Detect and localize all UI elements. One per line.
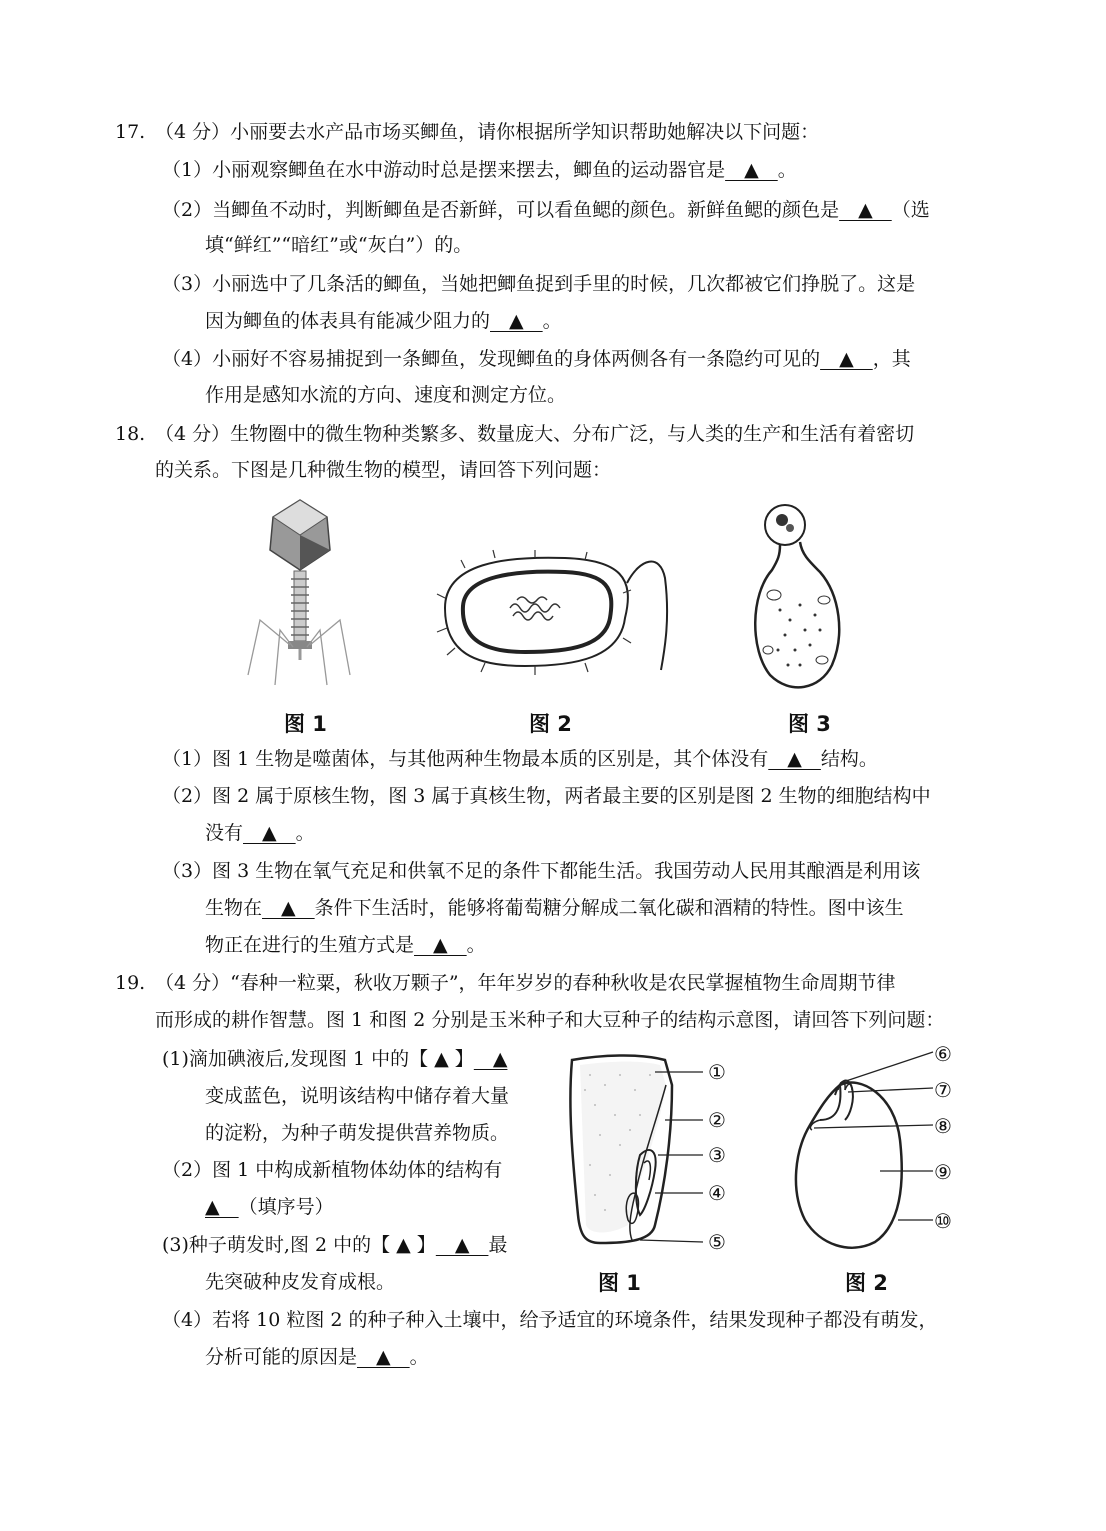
sub-question: （3）图 3 生物在氧气充足和供氧不足的条件下都能生活。我国劳动人民用其酿酒是利用该: [162, 860, 921, 882]
sub-question: （4）若将 10 粒图 2 的种子种入土壤中，给予适宜的环境条件，结果发现种子都没有萌发，: [162, 1309, 938, 1331]
answer-blank[interactable]: ▲: [205, 1196, 239, 1218]
part-label: ②: [708, 1108, 726, 1132]
question-stem: （4 分）“春种一粒粟，秋收万颗子”，年年岁岁的春种秋收是农民掌握植物生命周期节律: [155, 972, 896, 994]
sub-question-cont: ▲ （填序号）: [205, 1193, 334, 1221]
answer-blank[interactable]: ▲: [768, 748, 821, 770]
answer-blank[interactable]: ▲: [262, 897, 315, 919]
corn-seed-diagram: [560, 1045, 760, 1260]
sub-question-cont: 没有 ▲ 。: [205, 819, 315, 847]
answer-blank[interactable]: ▲: [820, 348, 873, 370]
answer-blank[interactable]: ▲: [243, 822, 296, 844]
sub-question-cont: 变成蓝色，说明该结构中储存着大量: [205, 1085, 510, 1107]
yeast-cell-illustration: [740, 500, 850, 695]
sub-question: (3)种子萌发时,图 2 中的【 ▲ 】 ▲ 最: [162, 1231, 507, 1259]
sub-question: （4）小丽好不容易捕捉到一条鲫鱼，发现鲫鱼的身体两侧各有一条隐约可见的 ▲ ，其: [162, 345, 911, 373]
sub-question: （1）图 1 生物是噬菌体，与其他两种生物最本质的区别是，其个体没有 ▲ 结构。: [162, 745, 878, 773]
figure-caption: 图 2: [845, 1271, 888, 1295]
part-label: ⑨: [934, 1160, 952, 1184]
sub-question-cont: 先突破种皮发育成根。: [205, 1271, 396, 1293]
question-number: 17.: [115, 121, 146, 143]
answer-blank[interactable]: ▲: [725, 159, 778, 181]
sub-question-cont: 作用是感知水流的方向、速度和测定方位。: [205, 384, 567, 406]
answer-blank[interactable]: ▲: [839, 199, 892, 221]
sub-question-cont: 的淀粉，为种子萌发提供营养物质。: [205, 1122, 510, 1144]
bacterium-illustration: [425, 548, 685, 678]
answer-blank[interactable]: ▲: [473, 1048, 508, 1070]
part-label: ⑤: [708, 1230, 726, 1254]
bacteriophage-illustration: [245, 495, 355, 695]
question-number: 19.: [115, 972, 146, 994]
part-label: ⑦: [934, 1078, 952, 1102]
bean-seed-diagram: [790, 1050, 940, 1255]
sub-question: （2）图 1 中构成新植物体幼体的结构有: [162, 1159, 503, 1181]
question-number: 18.: [115, 423, 146, 445]
question-stem-cont: 的关系。下图是几种微生物的模型，请回答下列问题：: [155, 459, 612, 481]
answer-blank[interactable]: ▲: [357, 1346, 410, 1368]
question-stem: （4 分）小丽要去水产品市场买鲫鱼，请你根据所学知识帮助她解决以下问题：: [155, 121, 820, 143]
sub-question-cont: 分析可能的原因是 ▲ 。: [205, 1343, 429, 1371]
sub-question: （2）当鲫鱼不动时，判断鲫鱼是否新鲜，可以看鱼鳃的颜色。新鲜鱼鳃的颜色是 ▲ （选: [162, 196, 930, 224]
sub-question-cont: 生物在 ▲ 条件下生活时，能够将葡萄糖分解成二氧化碳和酒精的特性。图中该生: [205, 894, 904, 922]
answer-blank[interactable]: ▲: [490, 310, 543, 332]
part-label: ⑥: [934, 1042, 952, 1066]
figure-caption: 图 1: [284, 712, 327, 736]
figure-caption: 图 1: [598, 1271, 641, 1295]
part-label: ⑩: [934, 1209, 952, 1233]
sub-question: （3）小丽选中了几条活的鲫鱼，当她把鲫鱼捉到手里的时候，几次都被它们挣脱了。这是: [162, 273, 916, 295]
part-label: ④: [708, 1181, 726, 1205]
part-label: ③: [708, 1143, 726, 1167]
figure-caption: 图 3: [788, 712, 831, 736]
sub-question: （1）小丽观察鲫鱼在水中游动时总是摆来摆去，鲫鱼的运动器官是 ▲ 。: [162, 156, 797, 184]
sub-question: （2）图 2 属于原核生物，图 3 属于真核生物，两者最主要的区别是图 2 生物的细胞结构中: [162, 785, 931, 807]
answer-blank[interactable]: ▲: [435, 1234, 489, 1256]
part-label: ①: [708, 1060, 726, 1084]
figure-caption: 图 2: [529, 712, 572, 736]
part-label: ⑧: [934, 1114, 952, 1138]
sub-question-cont: 填“鲜红”“暗红”或“灰白”）的。: [205, 234, 473, 256]
question-stem: （4 分）生物圈中的微生物种类繁多、数量庞大、分布广泛，与人类的生产和生活有着密切: [155, 423, 915, 445]
answer-blank[interactable]: ▲: [414, 934, 467, 956]
sub-question-cont: 物正在进行的生殖方式是 ▲ 。: [205, 931, 486, 959]
sub-question: (1)滴加碘液后,发现图 1 中的【 ▲ 】 ▲: [162, 1045, 507, 1073]
question-stem-cont: 而形成的耕作智慧。图 1 和图 2 分别是玉米种子和大豆种子的结构示意图，请回答下列问题：: [155, 1009, 945, 1031]
sub-question-cont: 因为鲫鱼的体表具有能减少阻力的 ▲ 。: [205, 307, 562, 335]
